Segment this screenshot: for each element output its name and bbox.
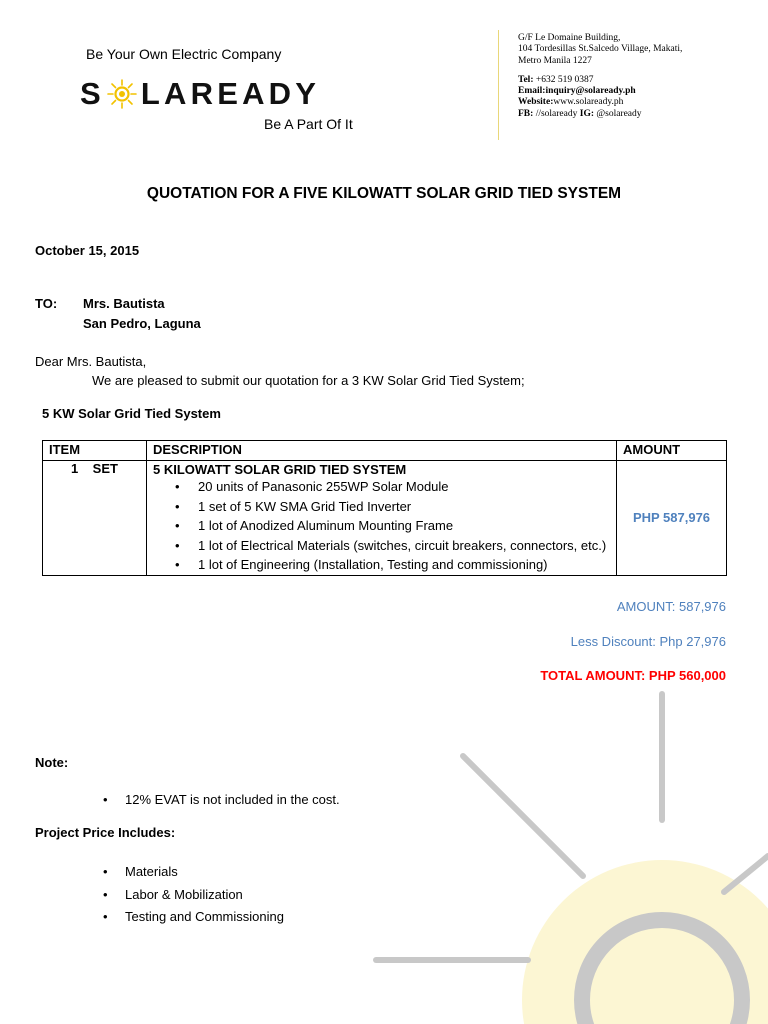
header-amount: AMOUNT [617,441,727,461]
header-description: DESCRIPTION [147,441,617,461]
document-date: October 15, 2015 [35,243,140,258]
description-title: 5 KILOWATT SOLAR GRID TIED SYSTEM [153,462,407,477]
list-item: • 1 set of 5 KW SMA Grid Tied Inverter [153,497,610,517]
description-cell [147,461,617,576]
header-item: ITEM [43,441,147,461]
system-subheading: 5 KW Solar Grid Tied System [42,406,221,421]
email-value[interactable]: inquiry@solaready.ph [545,86,636,97]
list-item: • 12% EVAT is not included in the cost. [103,792,340,807]
email-line [518,86,682,97]
item-cell: 1 SET [43,461,147,576]
table-header-row [43,441,727,461]
quotation-table [42,440,727,576]
fb-value: //solaready [533,108,580,119]
email-label: Email: [518,86,546,97]
fb-label: FB: [518,108,534,119]
list-item: • Testing and Commissioning [103,906,284,929]
list-item: • Materials [103,861,284,884]
intro-paragraph: We are pleased to submit our quotation for a 3 KW Solar Grid Tied System; [92,373,525,388]
website-value[interactable]: www.solaready.ph [553,97,624,108]
tagline-top: Be Your Own Electric Company [86,46,282,62]
includes-list [103,861,284,929]
website-line [518,97,682,108]
tel-value: +632 519 0387 [533,74,594,85]
address-line: 104 Tordesillas St.Salcedo Village, Makati, [518,44,683,55]
recipient-label: TO: [35,296,58,311]
salutation: Dear Mrs. Bautista, [35,354,147,369]
description-list [153,477,610,575]
tel-line [518,75,682,86]
includes-label: Project Price Includes: [35,825,176,840]
tagline-bottom: Be A Part Of It [264,116,353,132]
contact-block [518,33,682,120]
tel-label: Tel: [518,74,534,85]
discount-amount: Less Discount: Php 27,976 [570,634,726,649]
logo-text-left: S [80,76,105,111]
header-divider [498,30,499,140]
subtotal-amount: AMOUNT: 587,976 [616,599,726,614]
social-line [518,109,682,120]
list-item: • 1 lot of Engineering (Installation, Testing and commissioning) [153,555,610,575]
list-item: • 1 lot of Electrical Materials (switches, circuit breakers, connectors, etc.) [153,536,610,556]
address-line: Metro Manila 1227 [518,55,592,66]
website-label: Website: [518,97,554,108]
amount-cell: PHP 587,976 [617,461,727,576]
sun-watermark-icon [360,680,768,1024]
note-label: Note: [35,755,69,770]
recipient-address: San Pedro, Laguna [83,316,201,331]
total-amount: TOTAL AMOUNT: PHP 560,000 [540,668,726,683]
address-line: G/F Le Domaine Building, [518,33,621,43]
logo-text-right: LAREADY [140,76,321,111]
list-item: • 20 units of Panasonic 255WP Solar Module [153,477,610,497]
sun-icon [107,79,137,109]
list-item: • 1 lot of Anodized Aluminum Mounting Frame [153,516,610,536]
list-item: • Labor & Mobilization [103,884,284,907]
document-title: QUOTATION FOR A FIVE KILOWATT SOLAR GRID TIED SYSTEM [146,185,622,202]
table-row [43,461,727,576]
recipient-name: Mrs. Bautista [83,296,165,311]
note-list [103,792,340,807]
ig-label: IG: [579,108,594,119]
company-logo [80,76,320,112]
ig-value: @solaready [594,108,642,119]
